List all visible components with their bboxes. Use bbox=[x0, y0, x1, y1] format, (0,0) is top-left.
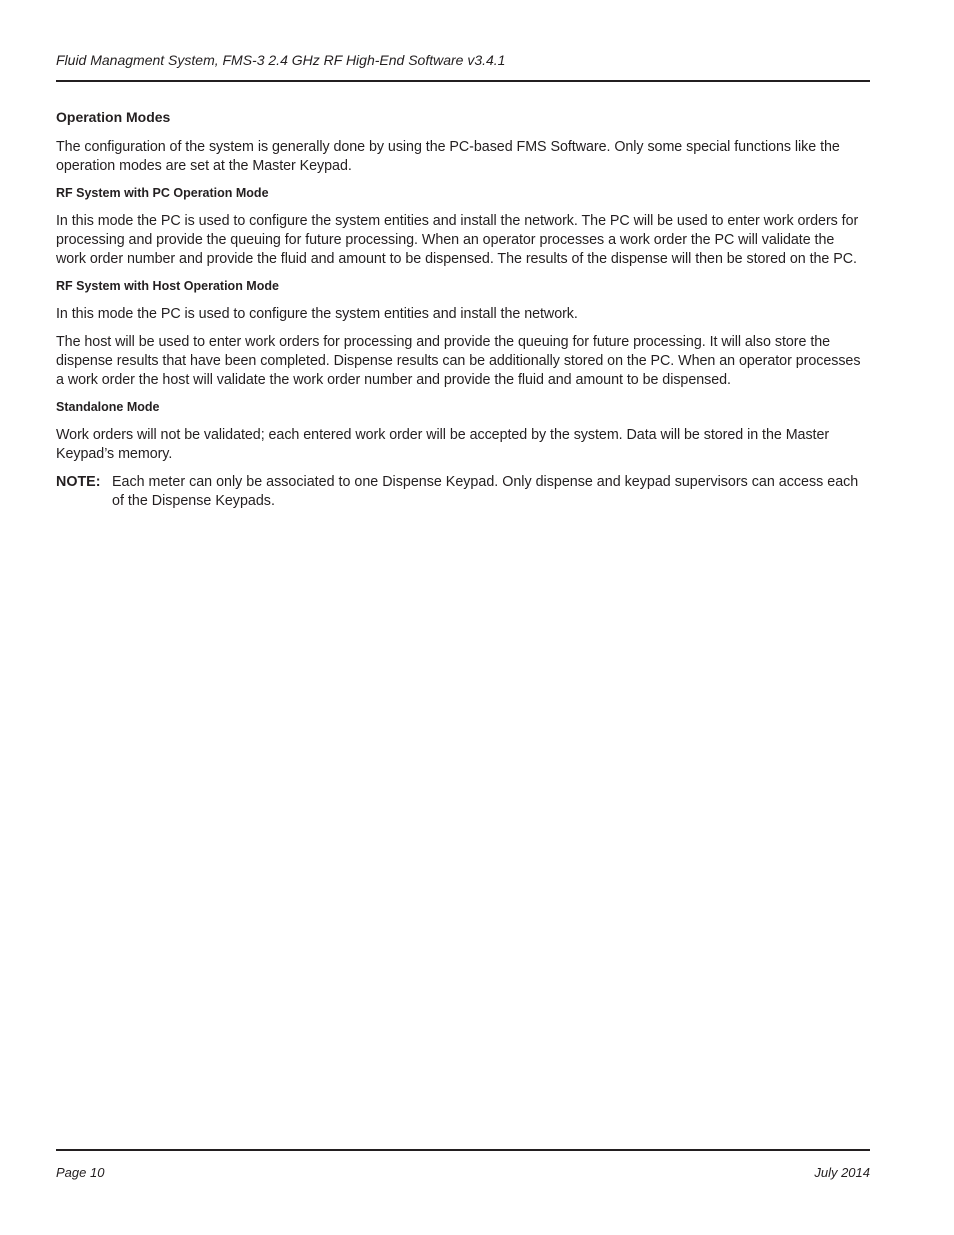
note-text: Each meter can only be associated to one Dispense Keypad. Only dispense and keypad supervisors can access each of the Dispense Keypads. bbox=[112, 474, 859, 509]
publication-date: July 2014 bbox=[814, 1165, 870, 1180]
page-content bbox=[56, 108, 864, 511]
header-divider bbox=[56, 80, 870, 82]
paragraph-host-mode-1: In this mode the PC is used to configure the system entities and install the network. bbox=[56, 306, 578, 322]
note-label: NOTE: bbox=[56, 474, 101, 490]
page-number: Page 10 bbox=[56, 1165, 105, 1180]
subheading-pc-mode: RF System with PC Operation Mode bbox=[56, 186, 269, 200]
paragraph-standalone-mode: Work orders will not be validated; each entered work order will be accepted by the system. Data will be stored in the Master Keypad’s memory. bbox=[56, 427, 830, 462]
paragraph-operation-modes: The configuration of the system is generally done by using the PC-based FMS Software. Only some special functions like the operation modes are set at the Master Keypad. bbox=[56, 139, 840, 174]
note-block bbox=[56, 473, 864, 511]
paragraph-pc-mode: In this mode the PC is used to configure the system entities and install the network. The PC will be used to enter work orders for processing and provide the queuing for future processing. When an operator processes a work order the PC will validate the work order number and provide the fluid and amount to be dispensed. The results of the dispense will then be stored on the PC. bbox=[56, 213, 859, 267]
subheading-host-mode: RF System with Host Operation Mode bbox=[56, 279, 279, 293]
section-heading-operation-modes: Operation Modes bbox=[56, 109, 171, 125]
footer-divider bbox=[56, 1149, 870, 1151]
subheading-standalone-mode: Standalone Mode bbox=[56, 400, 160, 414]
running-header: Fluid Managment System, FMS-3 2.4 GHz RF High-End Software v3.4.1 bbox=[56, 52, 506, 68]
paragraph-host-mode-2: The host will be used to enter work orders for processing and provide the queuing for future processing. It will also store the dispense results that have been completed. Dispense results can be additionally stored on the PC. When an operator processes a work order the host will validate the work order number and provide the fluid and amount to be dispensed. bbox=[56, 334, 861, 388]
